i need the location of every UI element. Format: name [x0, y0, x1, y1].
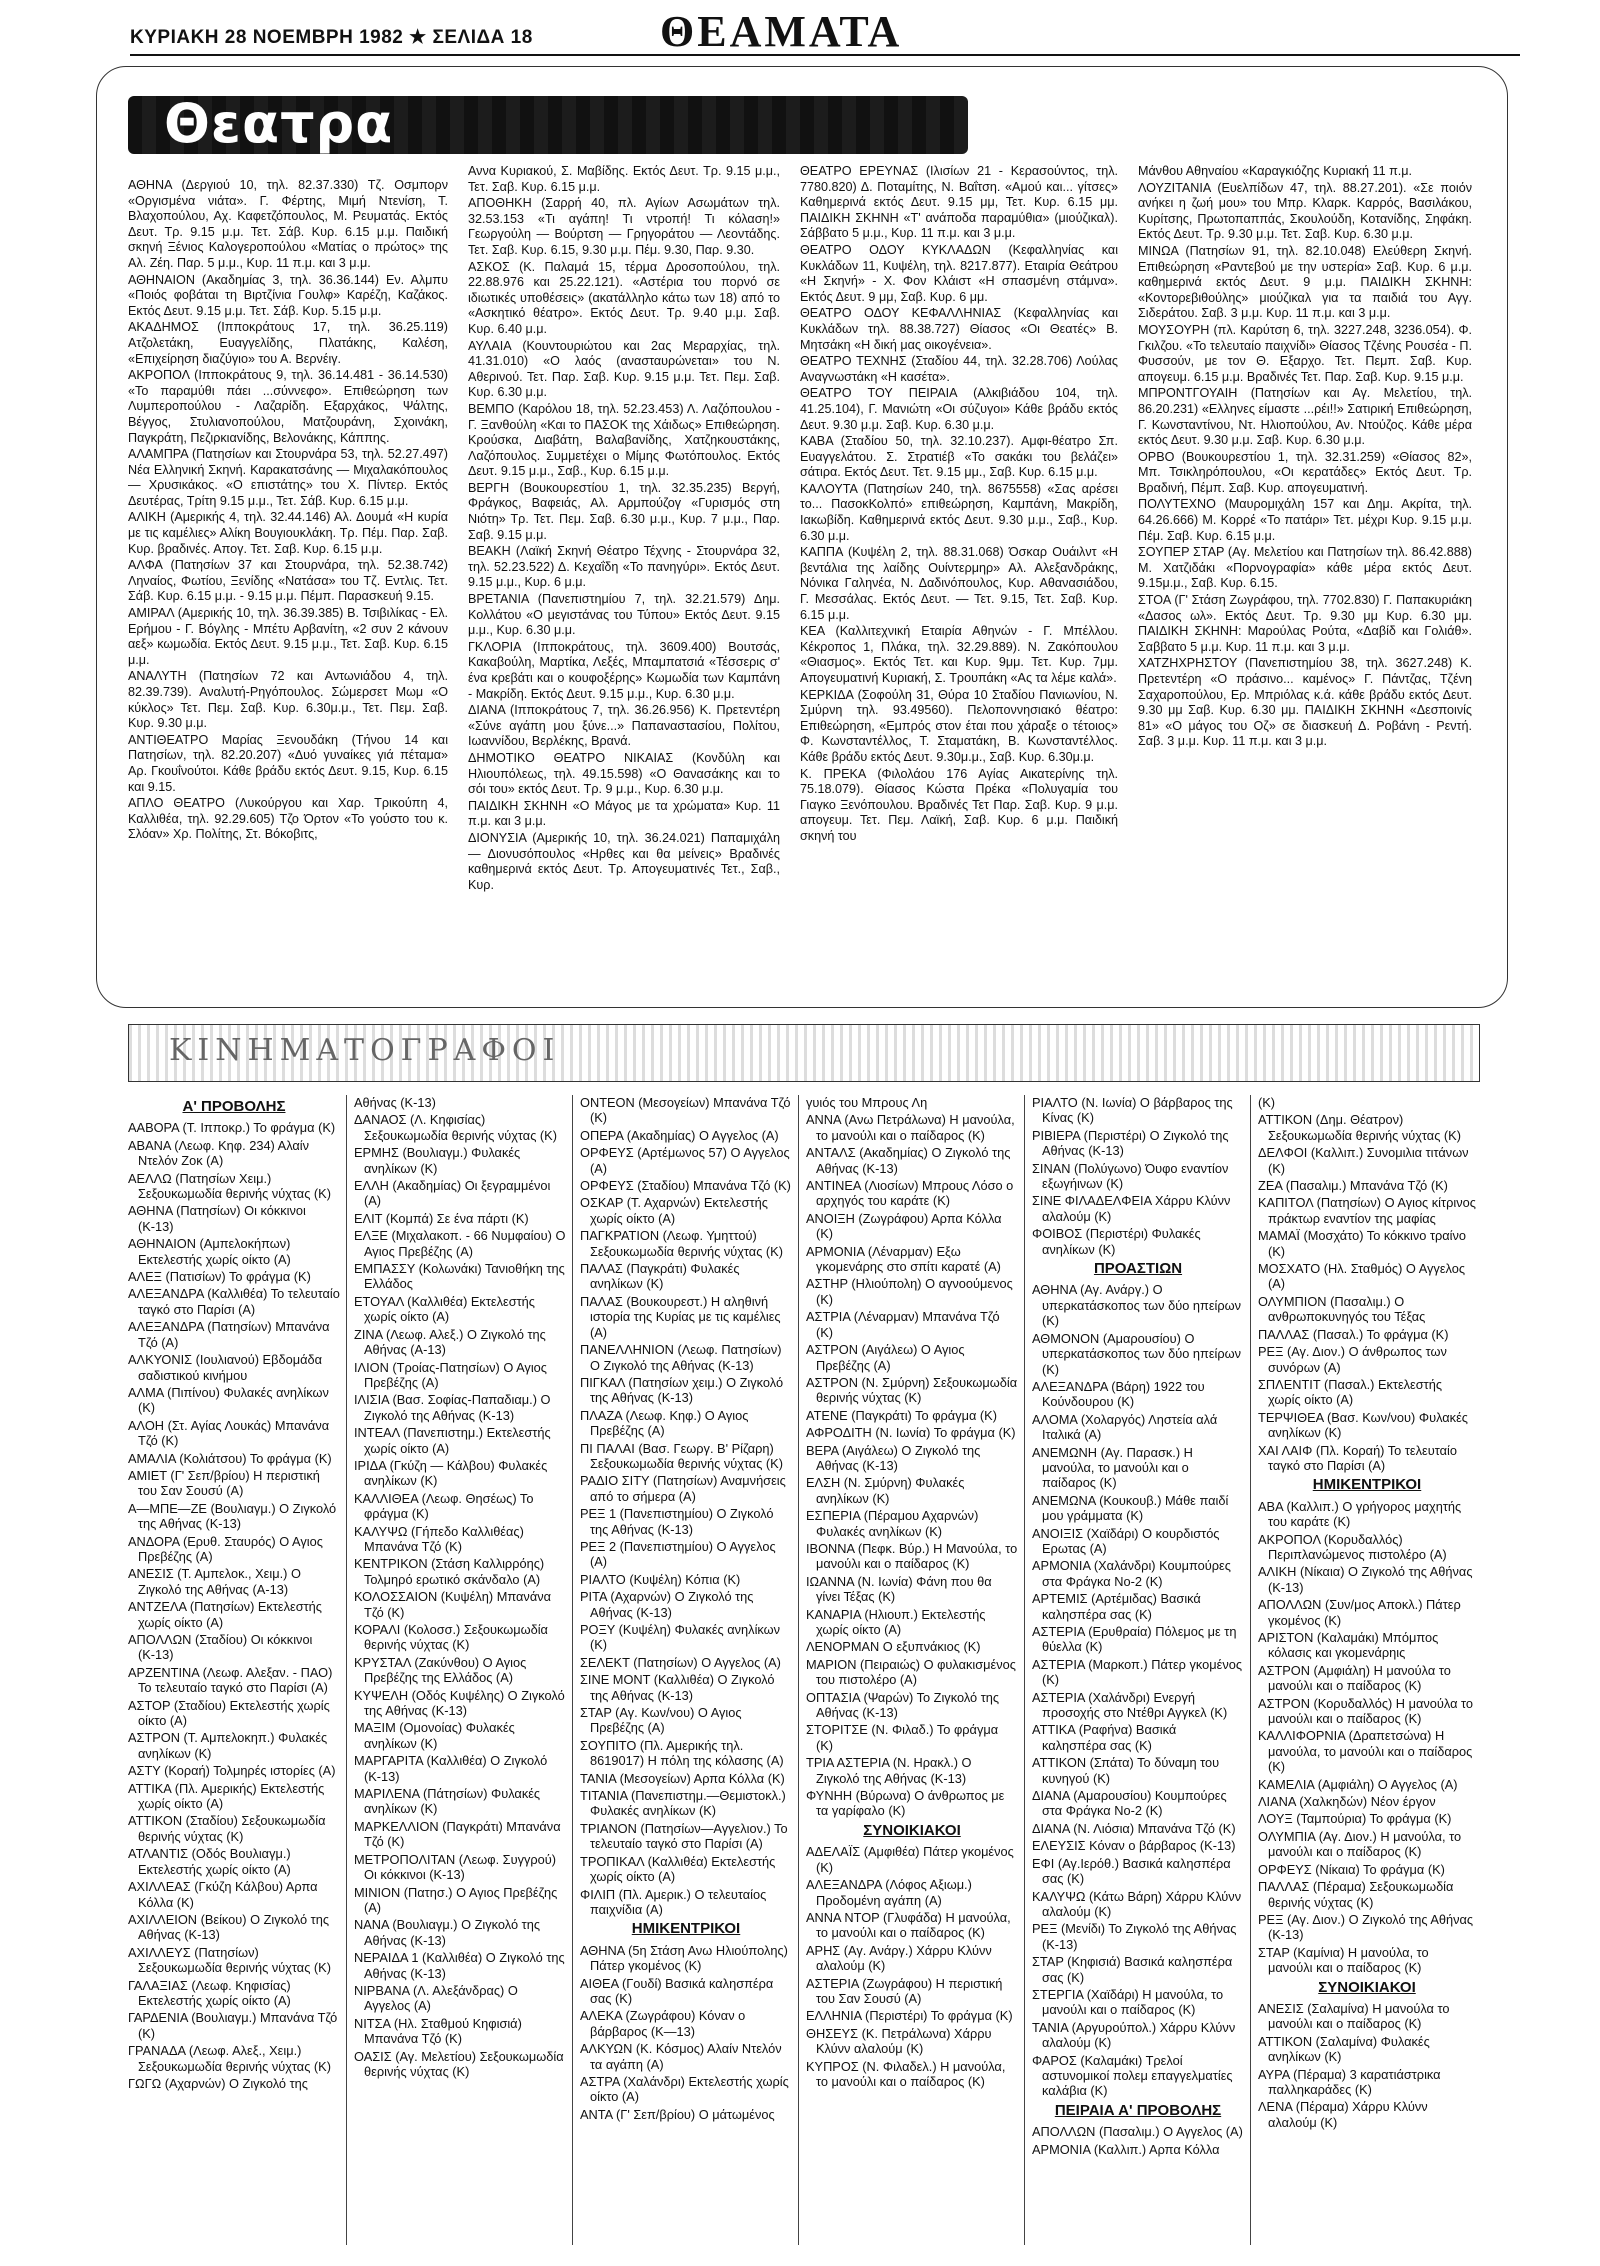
theatres-column-3: [800, 164, 1118, 846]
cinema-listing: ΡΙΑΛΤΟ (Κυψέλη) Κόπια (Κ): [580, 1571, 741, 1587]
cinema-listing: ΦΥΝΗΗ (Βύρωνα) Ο άνθρωπος με τα γαρίφαλο (Κ): [806, 1788, 1005, 1819]
cinema-listing: ΑΛΚΥΩΝ (Κ. Κόσμος) Αλαίν Ντελόν τα αγάπη (Α): [580, 2041, 782, 2072]
cinema-listing: ΚΑΜΕΛΙΑ (Αμφιάλη) Ο Αγγελος (Α): [1258, 1776, 1458, 1792]
cinema-listing: ΠΑΓΚΡΑΤΙΟΝ (Λεωφ. Υμηττού) Σεξουκωμωδία θερινής νύχτας (Κ): [580, 1228, 783, 1259]
cinema-listing: ΑΘΜΟΝΟΝ (Αμαρουσίου) Ο υπερκατάσκοπος των δύο ηπείρων (Κ): [1032, 1330, 1242, 1377]
cinema-listing: ΑΝΤΑ (Γ' Σεπ/βρίου) Ο μάτωμένος: [580, 2106, 775, 2122]
cinema-listing: ΑΛΕΚΑ (Ζωγράφου) Κόναν ο βάρβαρος (Κ—13): [580, 2008, 746, 2039]
cinema-listing: ΤΡΙΑΝΟΝ (Πατησίων—Αγγελιον.) Το τελευταίο ταγκό στο Παρίσι (Α): [580, 1820, 788, 1852]
cinema-listing: ΤΑΝΙΑ (Αργυρούπολ.) Χάρρυ Κλύνν αλαλούμ (Κ): [1032, 2019, 1236, 2051]
column-rule: [1250, 1095, 1251, 2245]
cinema-listing: ΑΛΕΞΑΝΔΡΑ (Λόφος Αξιωμ.) Προδομένη αγάπη (Α): [806, 1877, 972, 1908]
cinema-listing: ΜΑΞΙΜ (Ομονοίας) Φυλακές ανηλίκων (Κ): [354, 1720, 515, 1751]
cinema-listing: ΣΕΛΕΚΤ (Πατησίων) Ο Αγγελος (Α): [580, 1654, 781, 1670]
cinema-listing: ΝΙΤΣΑ (Ηλ. Σταθμού Κηφισιά) Μπανάνα Τζό (Κ): [354, 2015, 522, 2047]
cinema-listing: ΡΙΤΑ (Αχαρνών) Ο Ζιγκολό της Αθήνας (Κ-13): [580, 1589, 754, 1620]
cinema-listing: ΚΟΛΟΣΣΑΙΟΝ (Κυψέλη) Μπανάνα Τζό (Κ): [354, 1589, 552, 1620]
cinema-listing: ΚΑΛΛΙΘΕΑ (Λεωφ. Θησέως) Το φράγμα (Κ): [354, 1490, 534, 1522]
cinema-section-heading: ΣΥΝΟΙΚΙΑΚΟΙ: [1318, 1978, 1416, 1996]
cinema-listing: ΕΣΠΕΡΙΑ (Πέραμου Αχαρνών) Φυλακές ανηλίκων (Κ): [806, 1508, 979, 1539]
cinema-listing: ΑΣΤΕΡΙΑ (Ερυθραία) Πόλεμος με τη θύελλα (Κ): [1032, 1624, 1237, 1655]
cinemas-column-5: [1032, 1095, 1244, 2159]
cinema-listing: ΑΜΙΕΤ (Γ' Σεπ/βρίου) Η περιστική του Σαν Σουσύ (Α): [128, 1467, 320, 1499]
cinema-listing: ΙΒΟΝΝΑ (Πεφκ. Βύρ.) Η Μανούλα, το μανούλι και ο παίδαρος (Κ): [806, 1540, 1018, 1572]
cinema-listing: ΚΑΛΥΨΩ (Κάτω Βάρη) Χάρρυ Κλύνν αλαλούμ (Κ): [1032, 1888, 1242, 1919]
cinema-listing: ΑΝΕΜΩΝΑ (Κουκουβ.) Μάθε παιδί μου γράμματα (Κ): [1032, 1492, 1229, 1524]
cinema-listing: ΟΛΥΜΠΙΑ (Αγ. Διον.) Η μανούλα, το μανούλι και ο παίδαρος (Κ): [1258, 1828, 1462, 1860]
cinema-listing: ΣΤΕΡΓΙΑ (Χαϊδάρι) Η μανούλα, το μανούλι και ο παίδαρος (Κ): [1032, 1986, 1224, 2018]
cinema-listing: ΦΟΙΒΟΣ (Περιστέρι) Φυλακές ανηλίκων (Κ): [1032, 1226, 1201, 1257]
cinema-listing: ΑΤΤΙΚΟΝ (Δημ. Θέατρον) Σεξουκωμωδία θερινής νύχτας (Κ): [1258, 1112, 1461, 1143]
cinema-listing: ΑΣΤΡΟΝ (Αμφιάλη) Η μανούλα το μανούλι και ο παίδαρος (Κ): [1258, 1662, 1451, 1694]
cinema-listing: ΔΙΑΝΑ (Αμαρουσίου) Κουμπούρες στα Φράγκα Νο-2 (Κ): [1032, 1788, 1227, 1819]
theatre-listing: ΘΕΑΤΡΟ ΟΔΟΥ ΚΕΦΑΛΛΗΝΙΑΣ (Κεφαλληνίας και Κυκλάδων τηλ. 88.38.727) Θίασος «Οι Θεατές» Β. Μητσάκη «Η δική μας οικογένεια».: [800, 306, 1118, 352]
cinema-listing: ΑΘΗΝΑ (Αγ. Ανάργ.) Ο υπερκατάσκοπος των δύο ηπείρων (Κ): [1032, 1282, 1242, 1329]
cinema-listing: ΦΑΡΟΣ (Καλαμάκι) Τρελοί αστυνομικοί πολεμ επαγγελματίες καλάβια (Κ): [1032, 2052, 1233, 2099]
cinema-listing: ΜΑΡΓΑΡΙΤΑ (Καλλιθέα) Ο Ζιγκολό (Κ-13): [354, 1753, 548, 1784]
theatre-listing: ΛΟΥΖΙΤΑΝΙΑ (Ευελπίδων 47, τηλ. 88.27.201). «Σε ποιόν ανήκει η ζωή μου» του Μπρ. Κλαρκ. Καρρός, Βασιλάκου, Κυρίτσης, Πρωτοπαππάς, Σκουλούδη, Κοτανίδης, Σηφάκη. Εκτός Δευτ. Τρ. 9.30 μ.μ. Τετ. Σαβ. Κυρ. 6.30 μ.μ.: [1138, 180, 1472, 242]
cinema-listing: ΑΘΗΝΑ (Πατησίων) Οι κόκκινοι (Κ-13): [128, 1203, 306, 1234]
cinema-listing: ΕΛΛΗΝΙΑ (Περιστέρι) Το φράγμα (Κ): [806, 2008, 1013, 2024]
cinema-listing: ΑΝΝΑ (Ανω Πετράλωνα) Η μανούλα, το μανούλι και ο παίδαρος (Κ): [806, 1112, 1015, 1143]
cinema-listing: ΑΣΤΡΑ (Χαλάνδρι) Εκτελεστής χωρίς οίκτο (Α): [580, 2073, 789, 2105]
theatre-listing: ΑΥΛΑΙΑ (Κουντουριώτου και 2ας Μεραρχίας, τηλ. 41.31.010) «Ο λαός (ανασταυρώνεται» του Ν. Αθερινού. Τετ. Παρ. Σαβ. Κυρ. 9.15 μ.μ. Τετ. Πεμ. Σαβ. Κυρ. 6.30 μ.μ.: [468, 338, 780, 400]
theatre-listing: ΒΡΕΤΑΝΙΑ (Πανεπιστημίου 7, τηλ. 32.21.579) Δημ. Κολλάτου «Ο μεγιστάνας του Τύπου» Εκτός Δευτ. 9.15 μ.μ., Κυρ. 6.30 μ.μ.: [468, 592, 780, 638]
cinema-listing: ΑΝΝΑ ΝΤΟΡ (Γλυφάδα) Η μανούλα, το μανούλι και ο παίδαρος (Κ): [806, 1909, 1011, 1941]
cinema-listing: ΣΙΝΑΝ (Πολύγωνο) Όυφο εναντίον εξωγήινων (Κ): [1032, 1160, 1229, 1192]
cinemas-banner: [128, 1024, 1480, 1082]
cinema-listing: ΡΕΞ (Μενίδι) Το Ζιγκολό της Αθήνας (Κ-13): [1032, 1921, 1237, 1952]
cinema-listing: ΡΕΞ 2 (Πανεπιστημίου) Ο Αγγελος (Α): [580, 1538, 776, 1570]
cinema-listing: ΡΟΞΥ (Κυψέλη) Φυλακές ανηλίκων (Κ): [580, 1622, 781, 1653]
cinema-listing: ΤΡΟΠΙΚΑΛ (Καλλιθέα) Εκτελεστής χωρίς οίκτο (Α): [580, 1853, 776, 1885]
cinema-listing: ΟΡΦΕΥΣ (Σταδίου) Μπανάνα Τζό (Κ): [580, 1178, 791, 1194]
cinema-listing: ΑΡΤΕΜΙΣ (Αρτέμιδας) Βασικά καλησπέρα σας (Κ): [1032, 1591, 1201, 1622]
cinema-listing: ΟΡΦΕΥΣ (Νίκαια) Το φράγμα (Κ): [1258, 1861, 1445, 1877]
theatre-listing: ΑΛΑΜΠΡΑ (Πατησίων και Στουρνάρα 53, τηλ. 52.27.497) Νέα Ελληνική Σκηνή. Καρακατσάνης — Μιχαλακόπουλος — Χρυσικάκος. «Ο επιστάτης» του Χ. Πίντερ. Εκτός Δευτέρας, Τρίτη 9.15 μ.μ., Τετ. Σάβ. Κυρ. 6.15 μ.μ.: [128, 447, 448, 508]
cinema-listing: ΑΡΜΟΝΙΑ (Καλλιπ.) Αρπα Κόλλα: [1032, 2141, 1220, 2157]
cinema-listing: ΓΑΡΔΕΝΙΑ (Βουλιαγμ.) Μπανάνα Τζό (Κ): [128, 2010, 338, 2041]
cinema-listing: ΑΣΤΗΡ (Ηλιούπολη) Ο αγνοούμενος (Κ): [806, 1276, 1013, 1307]
cinema-listing: ΓΑΛΑΞΙΑΣ (Λεωφ. Κηφισίας) Εκτελεστής χωρίς οίκτο (Α): [128, 1977, 291, 2008]
cinemas-column-1: [128, 1095, 340, 2093]
cinema-listing: ΝΑΝΑ (Βουλιαγμ.) Ο Ζιγκολό της Αθήνας (Κ-13): [354, 1917, 540, 1948]
theatre-listing: ΒΕΡΓΗ (Βουκουρεστίου 1, τηλ. 32.35.235) Βεργή, Φράγκος, Βαφειάς, Αλ. Αρμπούζογ «Γυρισμός στη Νιότη» Τρ. Τετ. Πεμ. Σαβ. 6.30 μ.μ., Κυρ. 7 μ.μ., Παρ. Σαβ. 9.15 μ.μ.: [468, 480, 780, 542]
cinema-listing: ΑΣΤΡΙΑ (Λέναρμαν) Μπανάνα Τζό (Κ): [806, 1309, 1000, 1340]
theatre-listing: ΑΚΡΟΠΟΛ (Ιπποκράτους 9, τηλ. 36.14.481 - 36.14.530) «Το παραμύθι πάει ...σύννεφο». Επιθεώρηση των Λυμπεροπούλου - Λαζαρίδη. Εξαρχάκος, Ψάλτης, Βέγγος, Στυλιανοπούλου, Ματζουράνη, Σχοινάκη, Παγκράτη, Πεζιρκιανίδης, Βελονάκης, Κάππης.: [128, 368, 448, 445]
cinema-listing: ΚΑΛΛΙΦΟΡΝΙΑ (Δραπετσώνα) Η μανούλα, το μανούλι και ο παίδαρος (Κ): [1258, 1728, 1473, 1775]
cinema-listing: ΜΕΤΡΟΠΟΛΙΤΑΝ (Λεωφ. Συγγρού) Οι κόκκινοι (Κ-13): [354, 1851, 557, 1883]
cinema-listing: ΚΑΝΑΡΙΑ (Ηλιουπ.) Εκτελεστής χωρίς οίκτο (Α): [806, 1606, 986, 1637]
cinema-listing: ΑΡΜΟΝΙΑ (Χαλάνδρι) Κουμπούρες στα Φράγκα Νο-2 (Κ): [1032, 1558, 1231, 1589]
theatre-listing: ΑΝΤΙΘΕΑΤΡΟ Μαρίας Ξενουδάκη (Τήνου 14 και Πατησίων, τηλ. 82.20.207) «Δυό γυναίκες γιά πέταμα» Αρ. Γκουΐνούτοι. Κάθε βράδυ εκτός Δευτ. 9.15, Κυρ. 6.15 και 9.15.: [128, 732, 448, 794]
theatre-listing: ΣΤΟΑ (Γ' Στάση Ζωγράφου, τηλ. 7702.830) Γ. Παπακυριάκη «Δασος ωλ». Εκτός Δευτ. Τρ. 9.30 μμ Κυρ. 6.30 μμ. ΠΑΙΔΙΚΗ ΣΚΗΝΗ: Μαρούλας Ρούτα, «Δαβίδ και Γολιάθ». Σαββατο 5 μ.μ. Κυρ. 11 π.μ. και 3 μ.μ.: [1138, 593, 1472, 654]
cinema-listing: ΔΑΝΑΟΣ (Λ. Κηφισίας) Σεξουκωμωδία θερινής νύχτας (Κ): [354, 1112, 557, 1143]
cinema-listing: ΑΛΕΞ (Πατισίων) Το φράγμα (Κ): [128, 1269, 311, 1285]
cinema-listing: ΑΝΕΜΩΝΗ (Αγ. Παρασκ.) Η μανούλα, το μανούλι και ο παίδαρος (Κ): [1032, 1444, 1193, 1491]
cinema-listing: ΡΕΞ 1 (Πανεπιστημίου) Ο Ζιγκολό της Αθήνας (Κ-13): [580, 1506, 774, 1537]
cinema-listing: ΕΤΟΥΑΛ (Καλλιθέα) Εκτελεστής χωρίς οίκτο (Α): [354, 1293, 535, 1325]
cinema-section-heading: Α' ΠΡΟΒΟΛΗΣ: [182, 1098, 286, 1115]
cinema-listing: ΕΛΛΗ (Ακαδημίας) Οι ξεγραμμένοι (Α): [354, 1178, 551, 1209]
cinema-listing: ΑΡΗΣ (Αγ. Ανάργ.) Χάρρυ Κλύνν αλαλούμ (Κ): [806, 1942, 992, 1974]
cinema-listing: ΑΑΒΟΡΑ (Τ. Ιπποκρ.) Το φράγμα (Κ): [128, 1120, 336, 1136]
cinema-listing: ΑΣΤΡΟΝ (Ν. Σμύρνη) Σεξουκωμωδία θερινής νύχτας (Κ): [806, 1374, 1018, 1406]
theatres-column-4: [1138, 164, 1472, 751]
section-masthead: ΘΕΑΜΑΤΑ: [660, 7, 903, 56]
cinema-listing: ΠΙ ΠΑΛΑΙ (Βασ. Γεωργ. Β' Ρίζαρη) Σεξουκωμωδία θερινής νύχτας (Κ): [580, 1440, 783, 1471]
cinemas-column-4: [806, 1095, 1018, 2091]
cinema-listing: ΝΙΡΒΑΝΑ (Λ. Αλεξάνδρας) Ο Αγγελος (Α): [354, 1982, 518, 2014]
cinema-listing: ΡΕΞ (Αγ. Διον.) Ο άνθρωπος των συνόρων (Α): [1258, 1344, 1447, 1375]
cinema-listing: ΑΤΤΙΚΟΝ (Σπάτα) Το δύναμη του κυνηγού (Κ): [1032, 1755, 1220, 1786]
cinema-listing: ΕΡΜΗΣ (Βουλιαγμ.) Φυλακές ανηλίκων (Κ): [354, 1145, 521, 1176]
cinema-listing: ΓΩΓΩ (Αχαρνών) Ο Ζιγκολό της: [128, 2075, 308, 2091]
cinema-listing: ΑΡΙΣΤΟΝ (Καλαμάκι) Μπόμπος κόλασις και γκομενάρηις: [1258, 1630, 1439, 1661]
cinema-listing: ΠΛΑΖΑ (Λεωφ. Κηφ.) Ο Αγιος Πρεβέζης (Α): [580, 1407, 749, 1439]
cinema-listing: ΡΕΞ (Αγ. Διον.) Ο Ζιγκολό της Αθήνας (Κ-13): [1258, 1911, 1474, 1943]
cinema-listing: ΠΙΓΚΑΛ (Πατησίων χειμ.) Ο Ζιγκολό της Αθήνας (Κ-13): [580, 1374, 784, 1406]
cinema-listing: ΣΠΛΕΝΤΙΤ (Πασαλ.) Εκτελεστής χωρίς οίκτο (Α): [1258, 1376, 1442, 1408]
cinema-listing: ΑΝΕΣΙΣ (Τ. Αμπελοκ., Χειμ.) Ο Ζιγκολό της Αθήνας (Α-13): [128, 1566, 301, 1597]
cinema-listing: ΕΦΙ (Αγ.Ιερόθ.) Βασικά καλησπέρα σας (Κ): [1032, 1855, 1231, 1887]
cinema-listing: ΟΝΤΕΟΝ (Μεσογείων) Μπανάνα Τζό (Κ): [580, 1095, 791, 1126]
theatre-listing: ΜΙΝΩΑ (Πατησίων 91, τηλ. 82.10.048) Ελεύθερη Σκηνή. Επιθεώρηση «Ραντεβού με την υστερία» Σαβ. Κυρ. 6 μ.μ. καθημερινά εκτός Δευτ. 9 μ.μ. ΠΑΙΔΙΚΗ ΣΚΗΝΗ: «Κοντορεβιθούλης» μιούζικαλ για τα παιδιά του Αγγ. Σιδεράτου. Σαβ. 3 μ.μ. Κυρ. 11 π.μ. και 3 μ.μ.: [1138, 243, 1472, 321]
cinema-listing: ΑΤΤΙΚΟΝ (Σαλαμίνα) Φυλακές ανηλίκων (Κ): [1258, 2033, 1430, 2065]
theatre-listing: ΚΑΒΑ (Σταδίου 50, τηλ. 32.10.237). Αμφι-θέατρο Σπ. Ευαγγελάτου. Σ. Στρατιέβ «Το σακάκι του βελάζει» σάτιρα. Εκτός Δευτ. Τετ. 9.15 μμ., Σαβ. Κυρ. 6.15 μ.μ.: [800, 434, 1118, 480]
theatre-listing: ΣΟΥΠΕΡ ΣΤΑΡ (Αγ. Μελετίου και Πατησίων τηλ. 86.42.888) Μ. Χατζιδάκι «Πορνογραφία» κάθε μέρα εκτός Δευτ. 9.15μ.μ., Σαβ. Κυρ. 6.15.: [1138, 545, 1472, 591]
cinema-listing: ΣΤΑΡ (Καμίνια) Η μανούλα, το μανούλι και ο παίδαρος (Κ): [1258, 1944, 1429, 1976]
cinema-listing: ΑΡΖΕΝΤΙΝΑ (Λεωφ. Αλεξαν. - ΠΑΟ) Το τελευταίο ταγκό στο Παρίσι (Α): [128, 1664, 333, 1696]
cinema-listing: ΑΝΟΙΞΙΣ (Χαϊδάρι) Ο κουρδιστός Ερωτας (Α): [1032, 1525, 1220, 1556]
cinema-section-heading: ΠΡΟΑΣΤΙΩΝ: [1093, 1260, 1183, 1278]
cinema-listing: ΛΕΝΟΡΜΑΝ Ο εξυπνάκιος (Κ): [806, 1639, 981, 1655]
cinema-listing: ΘΗΣΕΥΣ (Κ. Πετράλωνα) Χάρρυ Κλύνν αλαλούμ (Κ): [806, 2025, 992, 2057]
cinema-listing: ΑΣΤΡΟΝ (Τ. Αμπελοκηπ.) Φυλακές ανηλίκων (Κ): [128, 1730, 328, 1761]
theatre-listing: ΓΚΛΟΡΙΑ (Ιπποκράτους, τηλ. 3609.400) Βουτσάς, Κακαβούλη, Μαρτίκα, Λεξές, Μπαμπατσιά «Τέσσερις σ' ένα κρεβάτι και ο κουφοξέρης» Κωμωδία των Καμπάνη - Μακρίδη. Εκτός Δευτ. 9.15 μ.μ., Κυρ. 6.30 μ.μ.: [468, 639, 780, 701]
cinema-listing: ΑΡΜΟΝΙΑ (Λέναρμαν) Εξω γκομενάρης στο σπίτι καρατέ (Α): [806, 1243, 1001, 1275]
theatre-listing: ΑΝΑΛΥΤΗ (Πατησίων 72 και Αντωνιάδου 4, τηλ. 82.39.739). Αναλυτή-Ρηγόπουλος. Σώμερσετ Μωμ «Ο κύκλος» Τετ. Πεμ. Σαβ. Κυρ. 6.30μ.μ., Τετ. Πεμ. Σαβ. Κυρ. 9.30 μ.μ.: [128, 669, 448, 731]
theatre-listing: ΔΙΟΝΥΣΙΑ (Αμερικής 10, τηλ. 36.24.021) Παπαμιχάλη — Διονυσόπουλος «Ηρθες και θα μείνεις» Βραδινές καθημερινά εκτός Δευτ. Τρ. Απογευματινές Τετ., Σαβ., Κυρ.: [468, 830, 780, 892]
cinema-listing: ΑΝΔΟΡΑ (Ερυθ. Σταυρός) Ο Αγιος Πρεβέζης (Α): [128, 1533, 323, 1564]
cinema-listing: ΛΕΝΑ (Πέραμα) Χάρρυ Κλύνν αλαλούμ (Κ): [1258, 2099, 1428, 2130]
cinema-listing: ΠΑΛΛΑΣ (Πέραμα) Σεξουκωμωδία θερινής νύχτας (Κ): [1258, 1879, 1454, 1910]
theatre-listing: ΔΗΜΟΤΙΚΟ ΘΕΑΤΡΟ ΝΙΚΑΙΑΣ (Κονδύλη και Ηλιουπόλεως, τηλ. 49.15.598) «Ο Θανασάκης και το σόι του» εκτός Δευτ. Τρ. 9 μ.μ., Κυρ. 6.30 μ.μ.: [468, 750, 780, 797]
theatre-listing: ΚΕΑ (Καλλιτεχνική Εταιρία Αθηνών - Γ. Μπέλλου. Κέκροπος 1, Πλάκα, τηλ. 32.29.889). Ν. Ζακόπουλου «Θιασμος». Εκτός Τετ. και Κυρ. 9μμ. Τετ. Κυρ. 7μμ. Απογευματινή Κυριακή, Σ. Τρουπάκη «Ας τα λέμε καλά».: [800, 624, 1118, 685]
theatre-listing: ΘΕΑΤΡΟ ΕΡΕΥΝΑΣ (Ιλισίων 21 - Κερασούντος, τηλ. 7780.820) Δ. Ποταμίτης, Ν. Βαΐτση. «Αμού και... γίτσες» Καθημερινά εκτός Δευτ. 9.15 μμ, Τετ. Κυρ. 6.15 μμ. ΠΑΙΔΙΚΗ ΣΚΗΝΗ «Τ' ανάποδα παραμύθια» (μιούζικαλ). Σάββατο 5 μ.μ., Κυρ. 11 π.μ. και 3 μ.μ.: [800, 164, 1118, 241]
theatre-listing: ΜΟΥΣΟΥΡΗ (πλ. Καρύτση 6, τηλ. 3227.248, 3236.054). Φ. Γκιλζου. «Το τελευταίο παιχνίδι» Θίασος Τζένης Ρουσέα - Π. Φυσσούν, με τον Θ. Εξαρχο. Τετ. Πεμπ. Σαβ. Κυρ. απογευμ. 6.15 μ.μ. Βραδινές Τετ. Παρ. Σαβ. Κυρ. 9.15 μ.μ.: [1138, 322, 1472, 384]
cinema-listing: ΑΛΟΗ (Στ. Αγίας Λουκάς) Μπανάνα Τζό (Κ): [128, 1417, 330, 1449]
cinema-section-heading: ΗΜΙΚΕΝΤΡΙΚΟΙ: [1312, 1476, 1422, 1494]
cinema-listing: ΟΛΥΜΠΙΟΝ (Πασαλιμ.) Ο ανθρωποκυνηγός του Τέξας: [1258, 1293, 1426, 1325]
theatre-listing: ΟΡΒΟ (Βουκουρεστίου 1, τηλ. 32.31.259) «Θίασος 82», Μπ. Τσικληρόπουλου, «Οι κερατάδες» Εκτός Δευτ. Τρ. Βραδινή, Πέμπ. Σαβ. Κυρ. απογευματινή.: [1138, 449, 1472, 495]
cinema-listing: ΦΙΛΙΠ (Πλ. Αμερικ.) Ο τελευταίος παιχνίδια (Α): [580, 1886, 767, 1917]
theatre-listing: ΚΑΛΟΥΤΑ (Πατησίων 240, τηλ. 8675558) «Σας αρέσει το... ΠασοκΚολπό» επιθεώρηση, Καμπάνη, Μακρίδη, Ιακωβίδη. Καθημερινά εκτός Δευτ. 9.30 μ.μ., Σαβ., Κυρ. 6.30 μ.μ.: [800, 481, 1118, 543]
theatre-listing: ΔΙΑΝΑ (Ιπποκράτους 7, τηλ. 36.26.956) Κ. Πρετεντέρη «Σύνε αγάπη μου ξύνε...» Παπαναστασίου, Πολίτου, Ιωαννίδου, Βερλέκης, Βρανά.: [468, 703, 780, 749]
header-date: ΚΥΡΙΑΚΗ 28 ΝΟΕΜΒΡΗ 1982 ★ ΣΕΛΙΔΑ 18: [130, 27, 533, 48]
cinemas-column-2: [354, 1095, 566, 2081]
cinema-listing: ΑΔΕΛΑΪΣ (Αμφιθέα) Πάτερ γκομένος (Κ): [806, 1844, 1014, 1875]
theatre-listing: ΧΑΤΖΗΧΡΗΣΤΟΥ (Πανεπιστημίου 38, τηλ. 3627.248) Κ. Πρετεντέρη «Ο πράσινο... καμένος» Γ. Πάντζας, Τζένη Σαχαροπούλου, Ερ. Μπριόλας κ.ά. κάθε βράδυ εκτός Δευτ. 9.30 μμ Σαβ. Κυρ. 6.30 μμ. ΠΑΙΔΙΚΗ ΣΚΗΝΗ «Δεσποινίς 81» «Ο μάγος του Οζ» σε διασκευή Δ. Ροβάνη - Ρεντή. Σαβ. 3 μ.μ. Κυρ. 11 π.μ. και 3 μ.μ.: [1138, 656, 1472, 749]
cinema-listing: ΟΣΚΑΡ (Τ. Αχαρνών) Εκτελεστής χωρίς οίκτο (Α): [580, 1195, 768, 1226]
cinema-listing: ΣΙΝΕ ΜΟΝΤ (Καλλιθέα) Ο Ζιγκολό της Αθήνας (Κ-13): [580, 1672, 775, 1703]
cinema-listing: ΠΑΝΕΛΛΗΝΙΟΝ (Λεωφ. Πατησίων) Ο Ζιγκολό της Αθήνας (Κ-13): [580, 1342, 782, 1373]
cinema-section-heading: ΠΕΙΡΑΙΑ Α' ΠΡΟΒΟΛΗΣ: [1054, 2101, 1222, 2119]
cinema-listing: ΚΥΠΡΟΣ (Ν. Φιλαδελ.) Η μανούλα, το μανούλι και ο παίδαρος (Κ): [806, 2058, 1006, 2089]
cinema-listing: ΑΛΕΞΑΝΔΡΑ (Βάρη) 1922 του Κούνδουρου (Κ): [1032, 1378, 1205, 1410]
cinema-listing: ΑΣΤΕΡΙΑ (Μαρκοπ.) Πάτερ γκομένος (Κ): [1032, 1656, 1243, 1688]
cinema-listing: ΑΛΕΞΑΝΔΡΑ (Πατησίων) Μπανάνα Τζό (Α): [128, 1319, 330, 1350]
column-rule: [572, 1095, 573, 2245]
cinema-listing: ΑΤΤΙΚΟΝ (Σταδίου) Σεξουκωμωδία θερινής νύχτας (Κ): [128, 1813, 326, 1844]
cinema-listing: ΖΕΑ (Πασαλιμ.) Μπανάνα Τζό (Κ): [1258, 1178, 1448, 1194]
theatre-listing: ΑΘΗΝΑΙΟΝ (Ακαδημίας 3, τηλ. 36.36.144) Εν. Αλμπυ «Ποιός φοβάται τη Βιρτζίνια Γουλφ» Καρέζη, Καζάκος. Εκτός Δευτ. 9.15 μ.μ. Τετ. Σάβ. Κυρ. 5.15 μ.μ.: [128, 272, 448, 318]
cinema-listing: ΕΜΠΑΣΣΥ (Κολωνάκι) Τανιοθήκη της Ελλάδος: [354, 1261, 565, 1292]
cinema-listing: ΡΙΑΛΤΟ (Ν. Ιωνία) Ο βάρβαρος της Κίνας (Κ): [1032, 1095, 1233, 1126]
theatres-column-2: [468, 164, 780, 894]
theatre-listing: ΑΘΗΝΑ (Δεργιού 10, τηλ. 82.37.330) Τζ. Οσμπορν «Οργισμένα νιάτα». Γ. Φέρτης, Μιμή Ντενίση, Τ. Βλαχοπούλου, Αχ. Καφετζόπουλος, Μ. Ρευματάς. Εκτός Δευτ. Τρ. 9.15 μ.μ. Τετ. Σάβ. Κυρ. 6.15 μ.μ. Παιδική σκηνή Ξένιος Καλογεροπούλου «Ματίας ο πρώτος» της Αλ. Ζέη. Παρ. 5 μ.μ., Κυρ. 11 π.μ. και 3 μ.μ.: [128, 178, 448, 270]
theatre-listing: ΠΟΛΥΤΕΧΝΟ (Μαυρομιχάλη 157 και Δημ. Ακρίτα, τηλ. 64.26.666) Μ. Κορρέ «Το πατάρι» Τετ. μέχρι Κυρ. 9.15 μ.μ. Πέμ. Σαβ. Κυρ. 6.15 μ.μ.: [1138, 497, 1472, 543]
cinema-listing: ΑΝΟΙΞΗ (Ζωγράφου) Αρπα Κόλλα (Κ): [806, 1210, 1002, 1242]
theatre-listing: ΘΕΑΤΡΟ ΤΕΧΝΗΣ (Σταδίου 44, τηλ. 32.28.706) Λούλας Αναγνωστάκη «Η κασέτα».: [800, 354, 1118, 384]
cinema-listing: ΣΤΑΡ (Κηφισιά) Βασικά καλησπέρα σας (Κ): [1032, 1954, 1233, 1985]
cinema-listing: ΧΑΙ ΛΑΙΦ (Πλ. Κοραή) Το τελευταίο ταγκό στο Παρίσι (Α): [1258, 1442, 1457, 1473]
column-rule: [346, 1095, 347, 2245]
cinema-listing: ΕΛΣΗ (Ν. Σμύρνη) Φυλακές ανηλίκων (Κ): [806, 1475, 965, 1506]
cinema-listing: ΑΒΑ (Καλλιπ.) Ο γρήγορος μαχητής του καράτε (Κ): [1258, 1498, 1462, 1530]
cinema-listing: Αθήνας (Κ-13): [354, 1095, 436, 1110]
cinema-listing: ΑΙΘΕΑ (Γουδί) Βασικά καλησπέρα σας (Κ): [580, 1975, 774, 2006]
cinema-listing: ΜΙΝΙΟΝ (Πατησ.) Ο Αγιος Πρεβέζης (Α): [354, 1884, 558, 1915]
cinema-listing: ΙΝΤΕΑΛ (Πανεπιστημ.) Εκτελεστής χωρίς οίκτο (Α): [354, 1425, 551, 1456]
cinema-listing: ΚΑΛΥΨΩ (Γήπεδο Καλλιθέας) Μπανάνα Τζό (Κ): [354, 1523, 524, 1554]
theatre-listing: ΑΠΛΟ ΘΕΑΤΡΟ (Λυκούργου και Χαρ. Τρικούπη 4, Καλλιθέα, τηλ. 92.29.605) Τζο Όρτον «Το γούστο του κ. Σλόαν» Χρ. Πολίτης, Στ. Βόκοβιτς,: [128, 796, 448, 842]
cinema-listing: ΑΝΤΑΛΣ (Ακαδημίας) Ο Ζιγκολό της Αθήνας (Κ-13): [806, 1145, 1011, 1176]
cinema-listing: ΖΙΝΑ (Λεωφ. Αλεξ.) Ο Ζιγκολό της Αθήνας (Α-13): [354, 1326, 546, 1358]
cinema-listing: ΑΤΕΝΕ (Παγκράτι) Το φράγμα (Κ): [806, 1407, 997, 1423]
cinema-listing: ΟΑΣΙΣ (Αγ. Μελετίου) Σεξουκωμωδία θερινής νύχτας (Κ): [354, 2048, 564, 2079]
cinema-listing: ΜΑΡΙΛΕΝΑ (Πάτησίων) Φυλακές ανηλίκων (Κ): [354, 1786, 541, 1817]
cinema-listing: ΑΣΤΕΡΙΑ (Ζωγράφου) Η περιστική του Σαν Σουσύ (Α): [806, 1975, 1003, 2006]
cinema-listing: ΒΕΡΑ (Αιγάλεω) Ο Ζιγκολό της Αθήνας (Κ-13): [806, 1442, 981, 1473]
cinema-listing: ΙΡΙΔΑ (Γκύζη — Κάλβου) Φυλακές ανηλίκων (Κ): [354, 1457, 548, 1489]
cinema-listing: ΙΩΑΝΝΑ (Ν. Ιωνία) Φάνη που θα γίνει Τέξας (Κ): [806, 1573, 992, 1605]
theatre-listing: Αννα Κυριακού, Σ. Μαβίδης. Εκτός Δευτ. Τρ. 9.15 μ.μ., Τετ. Σαβ. Κυρ. 6.15 μ.μ.: [468, 164, 780, 194]
cinema-listing: ΛΟΥΞ (Ταμπούρια) Το φράγμα (Κ): [1258, 1811, 1452, 1827]
cinema-listing: ΑΤΤΙΚΑ (Ραφήνα) Βασικά καλησπέρα σας (Κ): [1032, 1722, 1177, 1753]
cinema-listing: ΑΧΙΛΛΕΑΣ (Γκύζη Κάλβου) Αρπα Κόλλα (Κ): [128, 1879, 318, 1910]
cinema-listing: ΑΛΙΚΗ (Νίκαια) Ο Ζιγκολό της Αθήνας (Κ-13): [1258, 1564, 1473, 1595]
cinema-listing: ΕΛΙΤ (Κομπά) Σε ένα πάρτι (Κ): [354, 1210, 529, 1226]
cinema-listing: ΓΡΑΝΑΔΑ (Λεωφ. Αλεξ., Χειμ.) Σεξουκωμωδία θερινής νύχτας (Κ): [128, 2043, 331, 2074]
cinema-listing: ΤΑΝΙΑ (Μεσογείων) Αρπα Κόλλα (Κ): [580, 1770, 785, 1786]
cinema-listing: ΣΟΥΠΙΤΟ (Πλ. Αμερικής τηλ. 8619017) Η πόλη της κόλασης (Α): [580, 1737, 784, 1769]
cinema-listing: ΑΣΤΡΟΝ (Αιγάλεω) Ο Αγιος Πρεβέζης (Α): [806, 1342, 965, 1373]
cinema-listing: (Κ): [1258, 1095, 1276, 1110]
cinema-listing: Α—ΜΠΕ—ΖΕ (Βουλιαγμ.) Ο Ζιγκολό της Αθήνας (Κ-13): [128, 1500, 337, 1532]
cinema-listing: ΣΙΝΕ ΦΙΛΑΔΕΛΦΕΙΑ Χάρρυ Κλύνν αλαλούμ (Κ): [1032, 1193, 1231, 1224]
cinema-section-heading: ΗΜΙΚΕΝΤΡΙΚΟΙ: [631, 1920, 741, 1938]
cinema-listing: ΣΤΑΡ (Αγ. Κων/νου) Ο Αγιος Πρεβέζης (Α): [580, 1705, 742, 1736]
cinema-listing: ΜΑΡΚΕΛΛΙΟΝ (Παγκράτι) Μπανάνα Τζό (Κ): [354, 1818, 561, 1850]
cinema-listing: ΑΛΟΜΑ (Χολαργός) Ληστεία αλά Ιταλικά (Α): [1032, 1411, 1218, 1443]
cinema-listing: ΜΟΣΧΑΤΟ (Ηλ. Σταθμός) Ο Αγγελος (Α): [1258, 1261, 1466, 1292]
banner-title: Θεατρα: [164, 96, 394, 154]
theatre-listing: ΑΣΚΟΣ (Κ. Παλαμά 15, τέρμα Δροσοπούλου, τηλ. 22.88.976 και 25.22.121). «Αστέρια του πορνό σε ιδιωτικές υποθέσεις» (ακατάλληλο κάτω των 18) από το «Ασκητικό θέατρο». Εκτός Δευτ. Τρ. 9.40 μ.μ. Σαβ. Κυρ. 6.40 μ.μ.: [468, 259, 780, 336]
cinema-listing: ΔΕΛΦΟΙ (Καλλιπ.) Συνομιλια τιτάνων (Κ): [1258, 1145, 1469, 1176]
theatre-listing: ΑΜΙΡΑΛ (Αμερικής 10, τηλ. 36.39.385) Β. Τσιβιλίκας - Ελ. Ερήμου - Γ. Βόγλης - Μπέτυ Αρβανίτη, «2 συν 2 κάνουν αεξ» κωμωδία. Εκτός Δευτ. 9.15 μ.μ., Τετ. Σαβ. Κυρ. 6.15 μ.μ.: [128, 606, 448, 667]
cinema-listing: ΑΛΚΥΟΝΙΣ (Ιουλιανού) Εβδομάδα σαδιστικού κινήμου: [128, 1352, 322, 1383]
cinema-listing: ΑΝΤΖΕΛΑ (Πατησίων) Εκτελεστής χωρίς οίκτο (Α): [128, 1599, 322, 1630]
cinema-listing: ΚΥΨΕΛΗ (Οδός Κυψέλης) Ο Ζιγκολό της Αθήνας (Κ-13): [354, 1687, 565, 1719]
theatre-listing: ΜΠΡΟΝΤΓΟΥΑΙΗ (Πατησίων και Αγ. Μελετίου, τηλ. 86.20.231) «Ελληνες είμαστε ...ρέι!!» Σατιρική Επιθεώρηση, Γ. Κωνσταντίνου, Ντ. Ηλιοπούλου, Αν. Ντούζος. Κάθε μέρα εκτός Δευτ. 9.30 μ.μ. Σαβ. Κυρ. 6.30 μ.μ.: [1138, 386, 1472, 448]
cinemas-column-6: [1258, 1095, 1476, 2132]
cinema-listing: ΚΕΝΤΡΙΚΟΝ (Στάση Καλλιρρόης) Τολμηρό ερωτικό σκάνδαλο (Α): [354, 1556, 545, 1587]
cinema-listing: ΑΠΟΛΛΩΝ (Σταδίου) Οι κόκκινοι (Κ-13): [128, 1632, 313, 1663]
cinema-listing: ΠΑΛΑΣ (Παγκράτι) Φυλακές ανηλίκων (Κ): [580, 1261, 740, 1292]
cinema-listing: ΟΠΕΡΑ (Ακαδημίας) Ο Αγγελος (Α): [580, 1127, 779, 1143]
cinema-listing: ΑΧΙΛΛΕΙΟΝ (Βείκου) Ο Ζιγκολό της Αθήνας (Κ-13): [128, 1911, 329, 1943]
cinema-listing: ΑΕΛΛΩ (Πατησίων Χειμ.) Σεξουκωμωδία θερινής νύχτας (Κ): [128, 1170, 331, 1202]
theatre-listing: ΚΕΡΚΙΔΑ (Σοφούλη 31, Θύρα 10 Σταδίου Πανιωνίου, Ν. Σμύρνη τηλ. 93.49560). Πελοποννησιακό θέατρο: Επιθεώρηση, «Εμπρός στον έται που χάραξε ο τέτοιος» Φ. Κωνσταντέλλος, Τ. Σταματάκη, Β. Κωνσταντέλλος. Κάθε βράδυ εκτός Δευτ. 9.30μ.μ., Σαβ. Κυρ. 6.30μ.μ.: [800, 687, 1118, 764]
cinema-listing: ΣΤΟΡΙΤΣΕ (Ν. Φιλαδ.) Το φράγμα (Κ): [806, 1722, 999, 1753]
theatre-listing: ΘΕΑΤΡΟ ΟΔΟΥ ΚΥΚΛΑΔΩΝ (Κεφαλληνίας και Κυκλάδων 11, Κυψέλη, τηλ. 8217.877). Εταιρία Θεάτρου «Η Σκηνή» - Χ. Φον Κλάιστ «Η σπασμένη στάμνα». Εκτός Δευτ. 9 μμ, Σαβ. Κυρ. 6 μμ.: [800, 242, 1118, 304]
cinema-listing: ΡΙΒΙΕΡΑ (Περιστέρι) Ο Ζιγκολό της Αθήνας (Κ-13): [1032, 1127, 1229, 1159]
cinema-listing: ΑΒΑΝΑ (Λεωφ. Κηφ. 234) Αλαίν Ντελόν Ζοκ (Α): [128, 1137, 310, 1169]
cinema-listing: ΤΕΡΨΙΘΕΑ (Βασ. Κων/νου) Φυλακές ανηλίκων (Κ): [1258, 1409, 1468, 1441]
cinema-listing: ΑΣΤΕΡΙΑ (Χαλάνδρι) Ενεργή προσοχής στο Ντέθρι Αγγκελ (Κ): [1032, 1689, 1228, 1721]
cinema-listing: ΔΙΑΝΑ (Ν. Λιόσια) Μπανάνα Τζό (Κ): [1032, 1820, 1236, 1836]
cinema-listing: ΑΤΛΑΝΤΙΣ (Οδός Βουλιαγμ.) Εκτελεστής χωρίς οίκτο (Α): [128, 1846, 291, 1877]
cinema-listing: ΠΑΛΑΣ (Βουκουρεστ.) Η αληθινή ιστορία της Κυρίας με τις καμέλιες (Α): [580, 1293, 781, 1340]
cinema-listing: ΑΘΗΝΑ (5η Στάση Ανω Ηλιούπολης) Πάτερ γκομένος (Κ): [580, 1942, 788, 1974]
cinema-listing: ΑΜΑΛΙΑ (Κολιάτσου) Το φράγμα (Κ): [128, 1450, 332, 1466]
cinema-listing: ΑΛΜΑ (Πιπίνου) Φυλακές ανηλίκων (Κ): [128, 1384, 329, 1416]
cinema-listing: ΛΙΑΝΑ (Χαλκηδών) Νέον έργον: [1258, 1794, 1436, 1810]
cinema-listing: ΑΥΡΑ (Πέραμα) 3 καρατιάστρικα παλληκαράδες (Κ): [1258, 2066, 1441, 2097]
cinema-listing: ΑΘΗΝΑΙΟΝ (Αμπελοκήπων) Εκτελεστής χωρίς οίκτο (Α): [128, 1236, 291, 1267]
cinema-listing: ΝΕΡΑΙΔΑ 1 (Καλλιθέα) Ο Ζιγκολό της Αθήνας (Κ-13): [354, 1950, 565, 1981]
cinema-listing: ΑΝΕΣΙΣ (Σαλαμίνα) Η μανούλα το μανούλι και ο παίδαρος (Κ): [1258, 2000, 1450, 2032]
theatre-listing: ΑΛΦΑ (Πατησίων 37 και Στουρνάρα, τηλ. 52.38.742) Ληναίος, Φωτίου, Ξενίδης «Νατάσα» του Τζ. Εντλις. Τετ. Σάβ. Κυρ. 6.15 μ.μ. - 9.15 μ.μ. Πέμπ. Παρασκευή 9.15.: [128, 558, 448, 604]
cinema-listing: ΕΛΕΥΣΙΣ Κόναν ο βάρβαρος (Κ-13): [1032, 1838, 1236, 1854]
column-rule: [1024, 1095, 1025, 2245]
cinema-listing: ΑΛΕΞΑΝΔΡΑ (Καλλιθέα) Το τελευταίο ταγκό στο Παρίσι (Α): [128, 1286, 340, 1317]
cinema-listing: ΜΑΡΙΟΝ (Πειραιώς) Ο φυλακισμένος του πιστολέρο (Α): [806, 1656, 1016, 1688]
cinema-listing: ΑΦΡΟΔΙΤΗ (Ν. Ιωνία) Το φράγμα (Κ): [806, 1425, 1016, 1441]
cinema-listing: ΑΚΡΟΠΟΛ (Κορυδαλλός) Περιπλανώμενος πιστολέρο (Α): [1258, 1531, 1447, 1562]
cinema-listing: ΤΡΙΑ ΑΣΤΕΡΙΑ (Ν. Ηρακλ.) Ο Ζιγκολό της Αθήνας (Κ-13): [806, 1755, 972, 1786]
cinema-listing: ΑΣΤΟΡ (Σταδίου) Εκτελεστής χωρίς οίκτο (Α): [128, 1697, 330, 1729]
cinema-section-heading: ΣΥΝΟΙΚΙΑΚΟΙ: [863, 1821, 961, 1839]
theatre-listing: ΒΕΑΚΗ (Λαϊκή Σκηνή Θέατρο Τέχνης - Στουρνάρα 32, τηλ. 52.23.522) Δ. Κεχαΐδη «Το πανηγύρι». Εκτός Δευτ. 9.15 μ.μ., Κυρ. 6 μ.μ.: [468, 544, 780, 590]
theatre-listing: ΒΕΜΠΟ (Καρόλου 18, τηλ. 52.23.453) Λ. Λαζόπουλου - Γ. Ξανθούλη «Και το ΠΑΣΟΚ της Χάιδως» Επιθεώρηση. Κρούσκα, Διαβάτη, Βαλαβανίδης, Χατζηκουστάκης, Λαζόπουλος. Συμμετέχει ο Μίμης Φωτόπουλος. Εκτός Δευτ. 9.15 μ.μ., Σαβ., Κυρ. 6.15 μ.μ.: [468, 401, 780, 479]
cinema-listing: ΟΠΤΑΣΙΑ (Ψαρών) Το Ζιγκολό της Αθήνας (Κ-13): [806, 1689, 1000, 1721]
cinema-listing: ΙΛΙΟΝ (Τροίας-Πατησίων) Ο Αγιος Πρεβέζης (Α): [354, 1359, 547, 1390]
cinema-listing: ΑΤΤΙΚΑ (Πλ. Αμερικής) Εκτελεστής χωρίς οίκτο (Α): [128, 1780, 325, 1812]
cinema-listing: ΑΝΤΙΝΕΑ (Λιοσίων) Μπρους Λόσο ο αρχηγός του καράτε (Κ): [806, 1178, 1014, 1209]
theatres-column-1: [128, 178, 448, 844]
cinema-listing: ΜΑΜΑΪ (Μοσχάτο) Το κόκκινο τραίνο (Κ): [1258, 1228, 1467, 1259]
theatre-listing: ΑΠΟΘΗΚΗ (Σαρρή 40, πλ. Αγίων Ασωμάτων τηλ. 32.53.153 «Τι αγάπη! Τι ντροπή! Τι κόλαση!» Γεωργούλη — Βούρτση — Γρηγοράτου — Λεοντάδης. Τετ. Σαβ. Κυρ. 6.15, 9.30 μ.μ. Πέμ. 9.30, Παρ. 9.30.: [468, 196, 780, 257]
cinema-listing: γυιός του Μπρους Λη: [806, 1095, 928, 1110]
page-header: [130, 7, 1520, 56]
theatre-listing: ΚΑΠΠΑ (Κυψέλη 2, τηλ. 88.31.068) Όσκαρ Ουάιλντ «Η βεντάλια της λαίδης Ουίντερμηρ» Αλ. Αλεξανδράκης, Νόνικα Γαληνέα, Ν. Δαδινόπουλος, Κυρ. Αθανασιάδου, Γ. Μεσσάλας. Εκτός Δευτ. — Τετ. 9.15, Τετ. Σαβ. Κυρ. 6.15 μ.μ.: [800, 545, 1118, 622]
theatres-banner: [128, 96, 968, 154]
cinema-listing: ΡΑΔΙΟ ΣΙΤΥ (Πατησίων) Αναμνήσεις από το σήμερα (Α): [580, 1473, 786, 1504]
cinemas-banner-text: ΚΙΝΗΜΑΤΟΓΡΑΦΟΙ: [169, 1033, 561, 1068]
cinemas-column-3: [580, 1095, 792, 2124]
cinema-listing: ΕΛΞΕ (Μιχαλακοπ. - 66 Νυμφαίου) Ο Αγιος Πρεβέζης (Α): [354, 1228, 566, 1259]
theatre-listing: ΑΛΙΚΗ (Αμερικής 4, τηλ. 32.44.146) Αλ. Δουμά «Η κυρία με τις καμέλιες» Αλίκη Βουγιουκλάκη. Τρ. Πέμ. Παρ. Σαβ. Κυρ. βραδινές. Απογ. Τετ. Σαβ. Κυρ. 6.15 μ.μ.: [128, 510, 448, 556]
theatre-listing: ΑΚΑΔΗΜΟΣ (Ιπποκράτους 17, τηλ. 36.25.119) Ατζολετάκη, Ευαγγελίδης, Πλατάκης, Καλέση, «Επιχείρηση διαζύγιο» του Α. Βερνέιγ.: [128, 320, 448, 366]
cinema-listing: ΠΑΛΛΑΣ (Πασαλ.) Το φράγμα (Κ): [1258, 1326, 1449, 1342]
cinema-listing: ΤΙΤΑΝΙΑ (Πανεπιστημ.—Θεμιστοκλ.) Φυλακές ανηλίκων (Κ): [580, 1788, 786, 1819]
theatre-listing: Κ. ΠΡΕΚΑ (Φιλολάου 176 Αγίας Αικατερίνης τηλ. 75.18.079). Θίασος Κώστα Πρέκα «Πολυγαμία του Γιαγκο Ξενόπουλου. Βραδινές Τετ Παρ. Σαβ. Κυρ. 9 μ.μ. απογευμ. Τετ. Πεμ. Λαϊκή, Σαβ. Κυρ. 6 μ.μ. Παιδική σκηνή του: [800, 766, 1118, 843]
cinema-listing: ΚΟΡΑΛΙ (Κολοσσ.) Σεξουκωμωδία θερινής νύχτας (Κ): [354, 1622, 548, 1653]
cinema-listing: ΚΡΥΣΤΑΛ (Ζακύνθου) Ο Αγιος Πρεβέζης της Ελλάδος (Α): [354, 1654, 527, 1686]
theatre-listing: ΘΕΑΤΡΟ ΤΟΥ ΠΕΙΡΑΙΑ (Αλκιβιάδου 104, τηλ. 41.25.104), Γ. Μανιώτη «Οι σύζυγοι» Κάθε βράδυ εκτός Δευτ. 9.30 μ.μ. Σαβ. Κυρ. 6.30 μ.μ.: [800, 386, 1118, 432]
column-rule: [798, 1095, 799, 2245]
theatre-listing: ΠΑΙΔΙΚΗ ΣΚΗΝΗ «Ο Μάγος με τα χρώματα» Κυρ. 11 π.μ. και 3 μ.μ.: [468, 798, 780, 829]
theatre-listing: Μάνθου Αθηναίου «Καραγκιόζης Κυριακή 11 π.μ.: [1138, 164, 1413, 178]
cinema-listing: ΑΣΤΥ (Κοραή) Τολμηρές ιστορίες (Α): [128, 1763, 336, 1779]
cinema-listing: ΟΡΦΕΥΣ (Αρτέμωνος 57) Ο Αγγελος (Α): [580, 1145, 790, 1176]
cinema-listing: ΙΛΙΣΙΑ (Βασ. Σοφίας-Παπαδιαμ.) Ο Ζιγκολό της Αθήνας (Κ-13): [354, 1392, 551, 1423]
cinema-listing: ΑΠΟΛΛΩΝ (Πασαλιμ.) Ο Αγγελος (Α): [1032, 2124, 1243, 2140]
cinema-listing: ΑΧΙΛΛΕΥΣ (Πατησίων) Σεξουκωμωδία θερινής νύχτας (Κ): [128, 1944, 331, 1976]
cinema-listing: ΑΠΟΛΛΩΝ (Συν/μος Αποκλ.) Πάτερ γκομένος (Κ): [1258, 1597, 1461, 1628]
cinema-listing: ΑΣΤΡΟΝ (Κορυδαλλός) Η μανούλα το μανούλι και ο παίδαρος (Κ): [1258, 1695, 1474, 1727]
cinema-listing: ΚΑΠΙΤΟΛ (Πατησίων) Ο Αγιος κίτρινος πράκτωρ εναντίον της μαφίας: [1258, 1195, 1476, 1226]
